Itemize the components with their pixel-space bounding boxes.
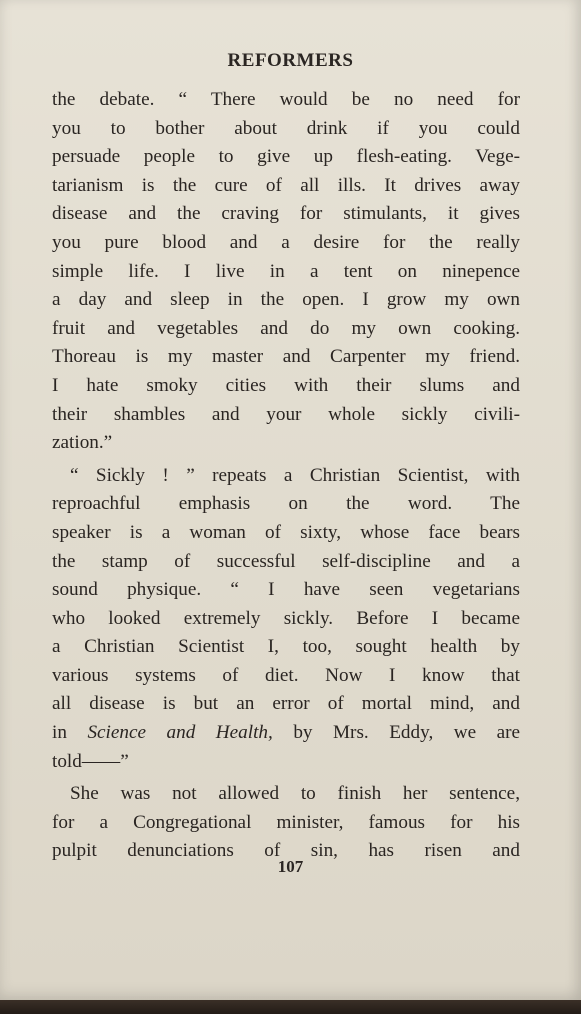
text-line: fruit and vegetables and do my own cooking.	[52, 317, 520, 339]
text-line: their shambles and your whole sickly civili-	[52, 403, 520, 425]
text-line: all disease is but an error of mortal mind, and	[52, 693, 520, 715]
text-line: persuade people to give up flesh-eating. Vege-	[52, 146, 520, 168]
text-line: you to bother about drink if you could	[52, 117, 520, 139]
text-line: the stamp of successful self-discipline and a	[52, 550, 520, 572]
text-line: pulpit denunciations of sin, has risen and	[52, 840, 520, 862]
text-line: various systems of diet. Now I know that	[52, 664, 520, 686]
text-line: you pure blood and a desire for the really	[52, 231, 520, 253]
text-line: tarianism is the cure of all ills. It drives away	[52, 174, 520, 196]
text-line: “ Sickly ! ” repeats a Christian Scientist, with	[70, 464, 520, 486]
text-fragment: by Mrs. Eddy, we are	[293, 722, 521, 744]
text-line: reproachful emphasis on the word. The	[52, 493, 520, 515]
text-line: She was not allowed to finish her sentence,	[70, 783, 520, 805]
text-line: a day and sleep in the open. I grow my own	[52, 289, 520, 311]
body-text	[52, 86, 520, 866]
text-line: told——”	[52, 750, 129, 772]
text-line: the debate. “ There would be no need for	[52, 89, 520, 110]
text-line: Thoreau is my master and Carpenter my friend.	[52, 346, 520, 368]
text-line: sound physique. “ I have seen vegetarians	[52, 579, 520, 601]
text-line: zation.”	[52, 432, 113, 454]
text-line: for a Congregational minister, famous for his	[52, 811, 520, 833]
text-line: a Christian Scientist I, too, sought health by	[52, 636, 520, 658]
text-line	[52, 719, 520, 748]
text-fragment: in	[52, 722, 67, 744]
page-bottom-edge	[0, 1000, 581, 1014]
text-line: disease and the craving for stimulants, it gives	[52, 203, 520, 225]
text-line: I hate smoky cities with their slums and	[52, 374, 520, 396]
book-title: Science and Health,	[87, 722, 273, 744]
text-line: speaker is a woman of sixty, whose face bears	[52, 521, 520, 543]
text-line: simple life. I live in a tent on ninepence	[52, 260, 520, 282]
page-number: 107	[277, 857, 304, 876]
running-head: REFORMERS	[227, 50, 354, 71]
text-line: who looked extremely sickly. Before I became	[52, 607, 520, 629]
